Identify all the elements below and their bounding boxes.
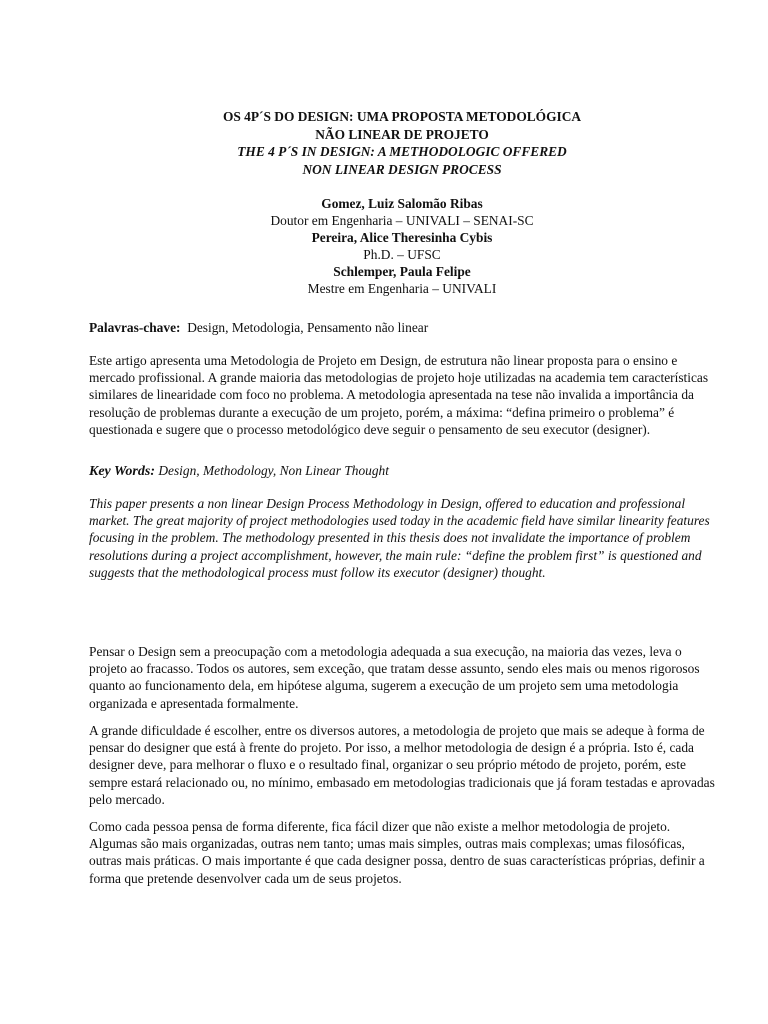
title-pt-line-1: OS 4P´S DO DESIGN: UMA PROPOSTA METODOLÓGICA (222, 109, 582, 124)
title-en-line-2: NON LINEAR DESIGN PROCESS (302, 161, 502, 177)
body-paragraph-2: A grande dificuldade é escolher, entre os diversos autores, a metodologia de projeto que mais se adeque à forma de pensar do designer que está à frente do projeto. Por isso, a melhor metodologia de design é a própria. Isto é, cada designer deve, para melhorar o fluxo e o resultado final, organizar o seu próprio método de projeto, porém, este sempre estará relacionado ou, no mínimo, embasado em metodologias tradicionais que já foram testadas e aprovadas pelo mercado. (89, 723, 715, 807)
author-affiliation-3: Mestre em Engenharia – UNIVALI (307, 281, 497, 296)
title-en-line-1: THE 4 P´S IN DESIGN: A METHODOLOGIC OFFERED (237, 144, 567, 159)
keywords-pt (89, 319, 709, 336)
keywords-pt-value: Design, Metodologia, Pensamento não linear (187, 320, 429, 335)
author-affiliation-1: Doutor em Engenharia – UNIVALI – SENAI-SC (270, 213, 534, 228)
abstract-pt: Este artigo apresenta uma Metodologia de Projeto em Design, de estrutura não linear proposta para o ensino e mercado profissional. A grande maioria das metodologias de projeto hoje utilizadas na academia tem características similares de linearidade com foco no problema. A metodologia apresentada na tese não invalida a importância da resolução de problemas durante a execução de um projeto, porém, a máxima: “defina primeiro o problema” é questionada e sugere que o processo metodológico deve seguir o pensamento de seu executor (designer). (89, 353, 709, 437)
author-name-2: Pereira, Alice Theresinha Cybis (311, 230, 493, 245)
author-name-1: Gomez, Luiz Salomão Ribas (321, 196, 483, 211)
abstract-en: This paper presents a non linear Design Process Methodology in Design, offered to education and professional market. The great majority of project methodologies used today in the academic field have similar linearity features focusing in the problem. The methodology presented in this thesis does not invalidate the importance of problem resolutions during a project accomplishment, however, the main rule: “define the problem first” is questioned and suggests that the methodological process must follow its executor (designer) thought. (89, 496, 710, 580)
keywords-en (89, 462, 709, 480)
body-paragraph-1: Pensar o Design sem a preocupação com a metodologia adequada a sua execução, na maioria das vezes, leva o projeto ao fracasso. Todos os autores, sem exceção, que tratam desse assunto, sendo eles mais ou menos rigorosos quanto ao funcionamento dela, em hipótese alguma, sugerem a execução de um projeto sem uma metodologia organizada e apresentada formalmente. (89, 644, 700, 711)
title-block (89, 108, 715, 178)
authors-block (89, 195, 715, 297)
title-pt-line-2: NÃO LINEAR DE PROJETO (315, 126, 489, 142)
keywords-en-label: Key Words: (89, 464, 155, 479)
body-paragraph-3: Como cada pessoa pensa de forma diferente, fica fácil dizer que não existe a melhor metodologia de projeto. Algumas são mais organizadas, outras nem tanto; umas mais simples, outras mais complexas; umas filosóficas, outras mais práticas. O mais importante é que cada designer possa, dentro de suas características próprias, definir a forma que pretende desenvolver cada um de seus projetos. (89, 819, 705, 886)
author-affiliation-2: Ph.D. – UFSC (363, 247, 441, 262)
keywords-en-value: Design, Methodology, Non Linear Thought (158, 463, 389, 478)
keywords-pt-label: Palavras-chave: (89, 320, 181, 335)
author-name-3: Schlemper, Paula Felipe (333, 264, 471, 279)
